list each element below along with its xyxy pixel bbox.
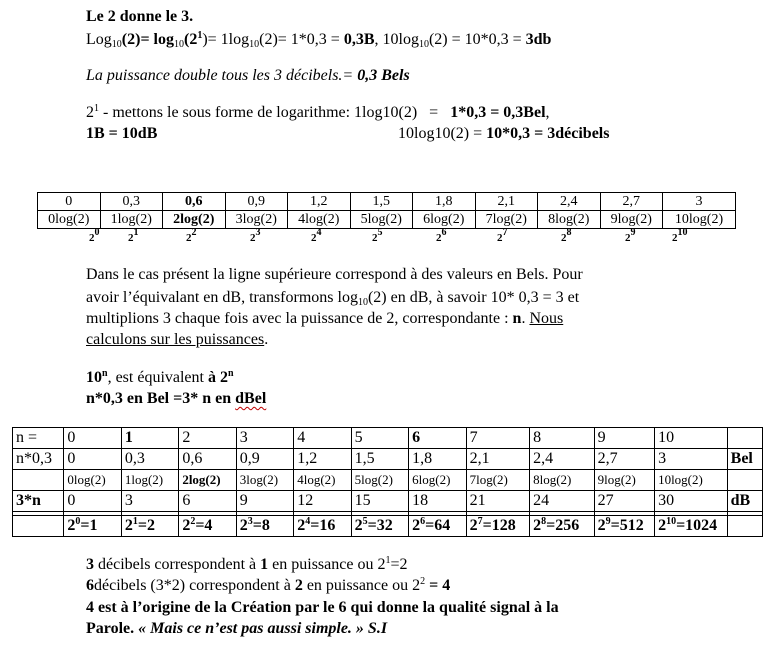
table-cell: 2,7 [600, 193, 663, 211]
table-cell: 2,1 [466, 449, 530, 470]
power-label: $2^0$ [89, 227, 100, 244]
table-cell: 0,6 [163, 193, 226, 211]
table-cell: 6log(2) [409, 470, 466, 491]
table-cell: 1 [121, 428, 178, 449]
equivalence-line: 10$^n$, est équivalent à 2$^n$ [86, 368, 234, 386]
power-label: $2^8$ [561, 227, 572, 244]
table-cell: $2^8=256$ [530, 516, 595, 537]
power-label: $2^{10}$ [672, 227, 688, 244]
paragraph-line: multiplions 3 chaque fois avec la puissance de 2, correspondante : n. Nous [86, 310, 564, 327]
row-label: n*0,3 [13, 449, 64, 470]
table-cell: $2^{10}=1024$ [655, 516, 728, 537]
table-cell: 15 [351, 491, 408, 512]
table-cell: 6 [409, 428, 466, 449]
conclusion-line: 6décibels (3*2) correspondent à 2 en puissance ou $2^2 = 4$ [86, 576, 451, 594]
power-table [12, 427, 763, 537]
table-cell: 0log(2) [38, 211, 101, 229]
bel-log-table [37, 192, 736, 229]
table-cell: 3 [663, 193, 736, 211]
table-cell: 7 [466, 428, 530, 449]
table-cell: 10log(2) [655, 470, 728, 491]
bel-equals-db: 1B = 10dB [86, 125, 158, 142]
table-cell: 5log(2) [350, 211, 413, 229]
table-cell: $2^9=512$ [594, 516, 654, 537]
conclusion-line: 4 est à l’origine de la Création par le 6 qui donne la qualité signal à la [86, 599, 559, 616]
table-cell: $2^3=8$ [236, 516, 293, 537]
table-cell: 4log(2) [294, 470, 351, 491]
table-cell: 0 [64, 491, 121, 512]
table-cell: 8log(2) [530, 470, 595, 491]
table-cell: 6log(2) [413, 211, 476, 229]
log-line-d: 10log10(2) = 10*0,3 = 3décibels [398, 125, 610, 142]
table-cell: 4 [294, 428, 351, 449]
heading: Le 2 donne le 3. [86, 8, 194, 25]
n-row [13, 428, 763, 449]
table-cell: 1,5 [351, 449, 408, 470]
row-label: 3*n [13, 491, 64, 512]
table-cell: $2^1=2$ [121, 516, 178, 537]
bel-dbel-line: n*0,3 en Bel =3* n en dBel [86, 390, 267, 407]
table-cell: 8 [530, 428, 595, 449]
table-cell: 0 [38, 193, 101, 211]
table-cell: $2^0=1$ [64, 516, 121, 537]
table-cell: 2 [179, 428, 236, 449]
table-cell: 0,3 [121, 449, 178, 470]
log-values-row [38, 211, 736, 229]
table-cell: 0,9 [225, 193, 288, 211]
table-cell: $2^2=4$ [179, 516, 236, 537]
table-cell: 18 [409, 491, 466, 512]
unit-bel: Bel [727, 449, 762, 470]
table-cell: 0 [64, 428, 121, 449]
table-cell: 2,4 [538, 193, 601, 211]
table-cell: 0,3 [100, 193, 163, 211]
table-cell: 1,8 [413, 193, 476, 211]
log-line-c: $2^1$ - mettons le sous forme de logarithme: 1log10(2) = 1*0,3 = 0,3Bel, [86, 103, 550, 121]
table-cell: 21 [466, 491, 530, 512]
table-cell: 1,5 [350, 193, 413, 211]
table-cell: 24 [530, 491, 595, 512]
power-label: $2^5$ [372, 227, 383, 244]
table-cell: 30 [655, 491, 728, 512]
table-cell [13, 516, 64, 537]
table-cell: 2log(2) [163, 211, 226, 229]
italic-statement: La puissance double tous les 3 décibels.= 0,3 Bels [86, 67, 410, 84]
conclusion-line: Parole. « Mais ce n’est pas aussi simple. » S.I [86, 620, 388, 637]
table-cell: 5 [351, 428, 408, 449]
table-cell: 2,1 [475, 193, 538, 211]
table-cell: 3 [121, 491, 178, 512]
table-cell: 2log(2) [179, 470, 236, 491]
power-label: $2^9$ [625, 227, 636, 244]
table-cell: 0,9 [236, 449, 293, 470]
table-cell: 2,7 [594, 449, 654, 470]
log-formula-line: $Log_{10}(2)= \log_{10}(2^1)= 1\log_{10}(2)= 1*0,3 = 0,3B$, $10\log_{10}(2) = 10*0,3 = 3db$ [86, 30, 552, 50]
bel-row [13, 449, 763, 470]
table-cell: 1,8 [409, 449, 466, 470]
power-label: $2^6$ [436, 227, 447, 244]
table-cell [727, 516, 762, 537]
table-cell: 8log(2) [538, 211, 601, 229]
table-cell: $2^4=16$ [294, 516, 351, 537]
table-cell: 1,2 [294, 449, 351, 470]
table-cell [727, 428, 762, 449]
db-row [13, 491, 763, 512]
table-cell: 1log(2) [100, 211, 163, 229]
power-label: $2^3$ [250, 227, 261, 244]
power-label: $2^7$ [497, 227, 508, 244]
table-cell [13, 470, 64, 491]
table-cell: 12 [294, 491, 351, 512]
table-cell: 3log(2) [225, 211, 288, 229]
table-cell: 6 [179, 491, 236, 512]
table-cell: 7log(2) [466, 470, 530, 491]
paragraph-line: calculons sur les puissances. [86, 331, 269, 348]
unit-db: dB [727, 491, 762, 512]
table-cell: $2^6=64$ [409, 516, 466, 537]
table-cell: 3 [236, 428, 293, 449]
table-cell: 10 [655, 428, 728, 449]
table-cell: 9 [236, 491, 293, 512]
log-row [13, 470, 763, 491]
table-cell: 10log(2) [663, 211, 736, 229]
table-cell: 27 [594, 491, 654, 512]
table-cell: 9 [594, 428, 654, 449]
table-cell: 9log(2) [600, 211, 663, 229]
table-cell: 1,2 [288, 193, 351, 211]
table-cell [727, 470, 762, 491]
table-cell: 4log(2) [288, 211, 351, 229]
row-label: n = [13, 428, 64, 449]
table-cell: 1log(2) [121, 470, 178, 491]
table-cell: 7log(2) [475, 211, 538, 229]
table-cell: 0 [64, 449, 121, 470]
table-cell: 3log(2) [236, 470, 293, 491]
conclusion-line: 3 décibels correspondent à 1 en puissance ou $2^1=2$ [86, 555, 408, 573]
table-cell: 5log(2) [351, 470, 408, 491]
power-label: $2^1$ [128, 227, 139, 244]
table-cell: $2^5=32$ [351, 516, 408, 537]
power-label: $2^2$ [186, 227, 197, 244]
table-cell: $2^7=128$ [466, 516, 530, 537]
paragraph-line: avoir l’équivalant en dB, transformons $\log_{10}(2)$ en dB, à savoir 10* 0,3 = 3 et [86, 289, 580, 308]
power-label: $2^4$ [311, 227, 322, 244]
power-row [13, 516, 763, 537]
table-cell: 3 [655, 449, 728, 470]
table-cell: 0log(2) [64, 470, 121, 491]
table-cell: 2,4 [530, 449, 595, 470]
paragraph-line: Dans le cas présent la ligne supérieure correspond à des valeurs en Bels. Pour [86, 266, 583, 283]
table-cell: 0,6 [179, 449, 236, 470]
bel-values-row [38, 193, 736, 211]
table-cell: 9log(2) [594, 470, 654, 491]
